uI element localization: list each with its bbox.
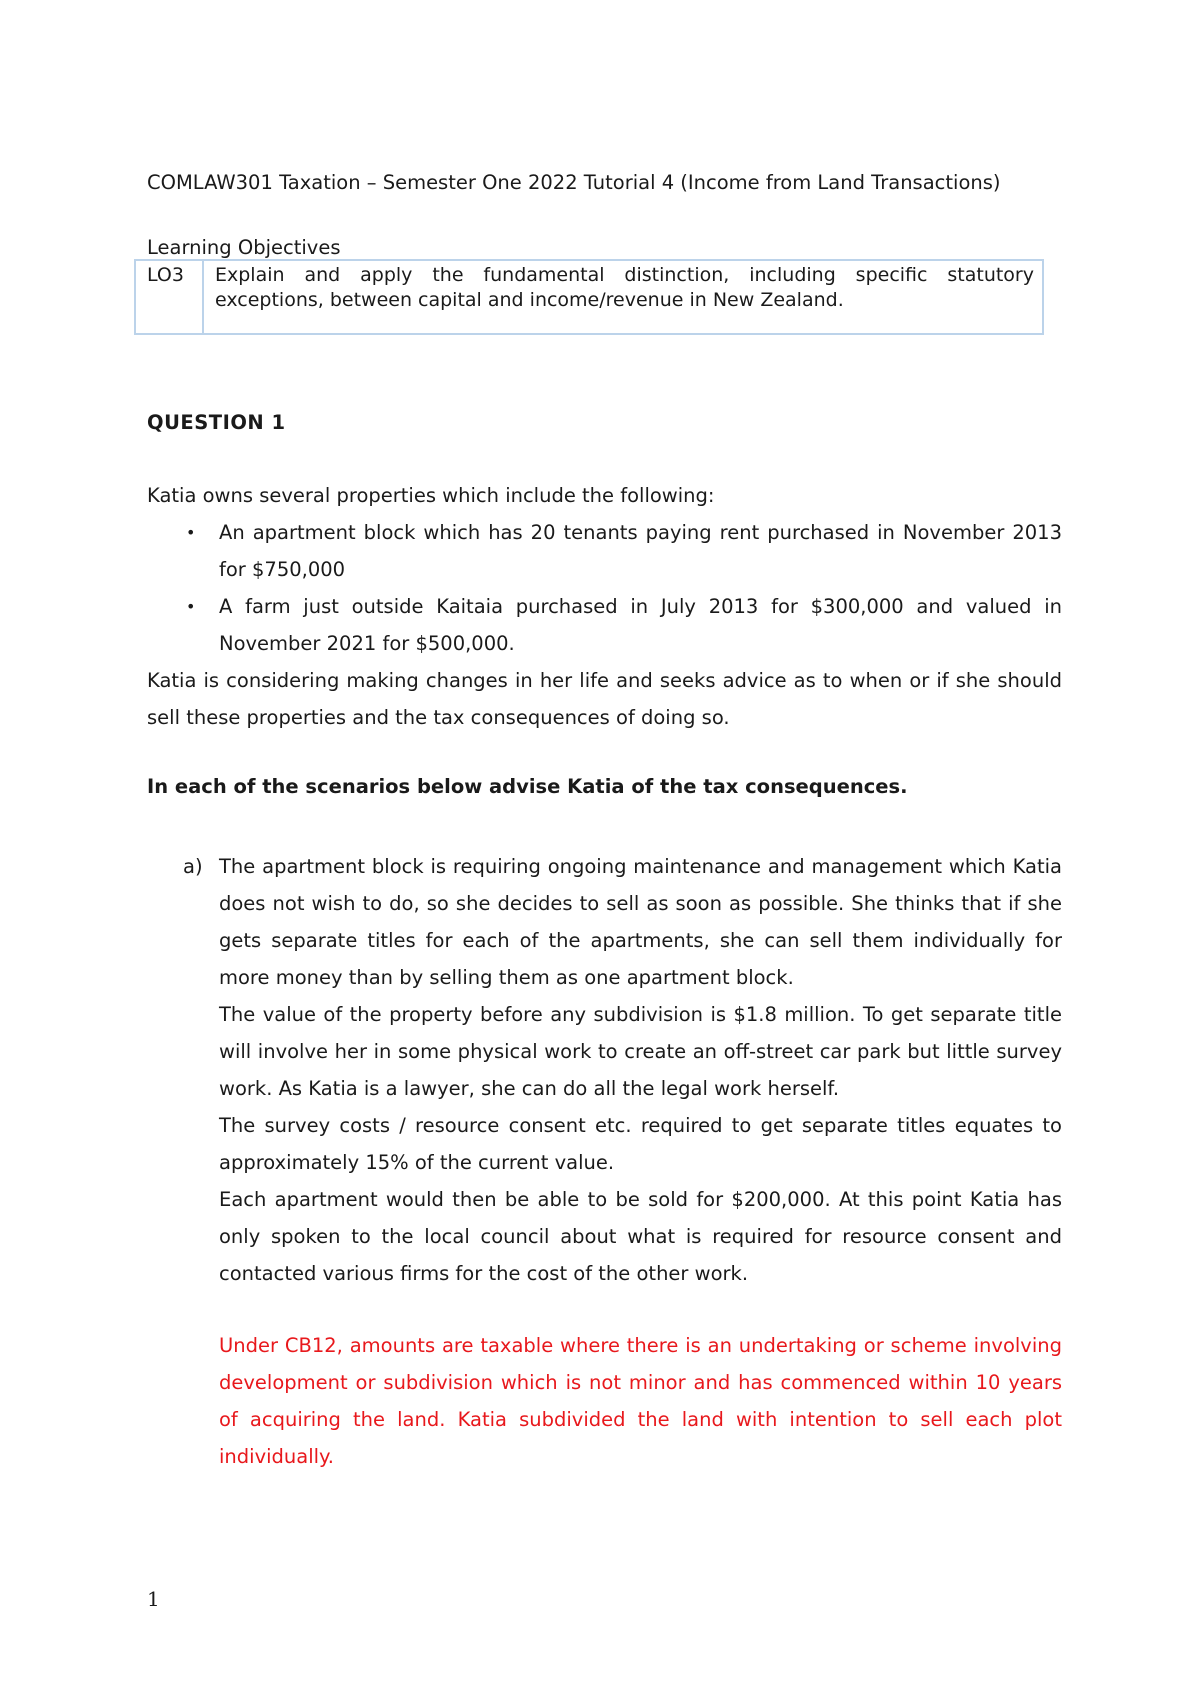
- objective-description: Explain and apply the fundamental distinction, including specific statutory exceptions, between capital and income/revenue in New Zealand.: [203, 260, 1043, 334]
- scenario-paragraph: Each apartment would then be able to be sold for $200,000. At this point Katia has only spoken to the local council about what is required for resource consent and contacted various firms for the cost of the other work.: [219, 1188, 1062, 1285]
- list-item-text: An apartment block which has 20 tenants paying rent purchased in November 2013 for $750,000: [219, 521, 1062, 581]
- document-title: COMLAW301 Taxation – Semester One 2022 Tutorial 4 (Income from Land Transactions): [147, 171, 1001, 194]
- advice-paragraph: Katia is considering making changes in her life and seeks advice as to when or if she should sell these properties and the tax consequences of doing so.: [147, 669, 1062, 729]
- list-item: [147, 588, 1062, 662]
- scenario-a: [147, 848, 1062, 1292]
- scenario-paragraphs: [219, 848, 1062, 1292]
- objective-code: LO3: [135, 260, 203, 334]
- property-list: [147, 514, 1062, 662]
- intro-paragraph: Katia owns several properties which include the following:: [147, 484, 715, 507]
- list-item: [147, 514, 1062, 588]
- scenario-marker: a): [183, 855, 203, 878]
- scenario-paragraph: The survey costs / resource consent etc. required to get separate titles equates to approximately 15% of the current value.: [219, 1114, 1062, 1174]
- answer-text: Under CB12, amounts are taxable where there is an undertaking or scheme involving development or subdivision which is not minor and has commenced within 10 years of acquiring the land. Katia subdivided the land with intention to sell each plot individually.: [219, 1334, 1062, 1468]
- scenario-paragraph: The value of the property before any subdivision is $1.8 million. To get separate title will involve her in some physical work to create an off-street car park but little survey work. As Katia is a lawyer, she can do all the legal work herself.: [219, 1003, 1062, 1100]
- learning-objectives-heading: Learning Objectives: [147, 236, 341, 259]
- list-item-text: A farm just outside Kaitaia purchased in July 2013 for $300,000 and valued in November 2021 for $500,000.: [219, 595, 1062, 655]
- scenario-heading: In each of the scenarios below advise Katia of the tax consequences.: [147, 775, 908, 798]
- bullet-icon: •: [186, 523, 196, 542]
- scenario-paragraph: The apartment block is requiring ongoing maintenance and management which Katia does not wish to do, so she decides to sell as soon as possible. She thinks that if she gets separate titles for each of the apartments, she can sell them individually for more money than by selling them as one apartment block.: [219, 855, 1062, 989]
- learning-objectives-table: [134, 259, 1044, 335]
- bullet-icon: •: [186, 597, 196, 616]
- page-number: 1: [147, 1587, 160, 1611]
- table-row: [135, 260, 1043, 334]
- question-heading: QUESTION 1: [147, 411, 286, 434]
